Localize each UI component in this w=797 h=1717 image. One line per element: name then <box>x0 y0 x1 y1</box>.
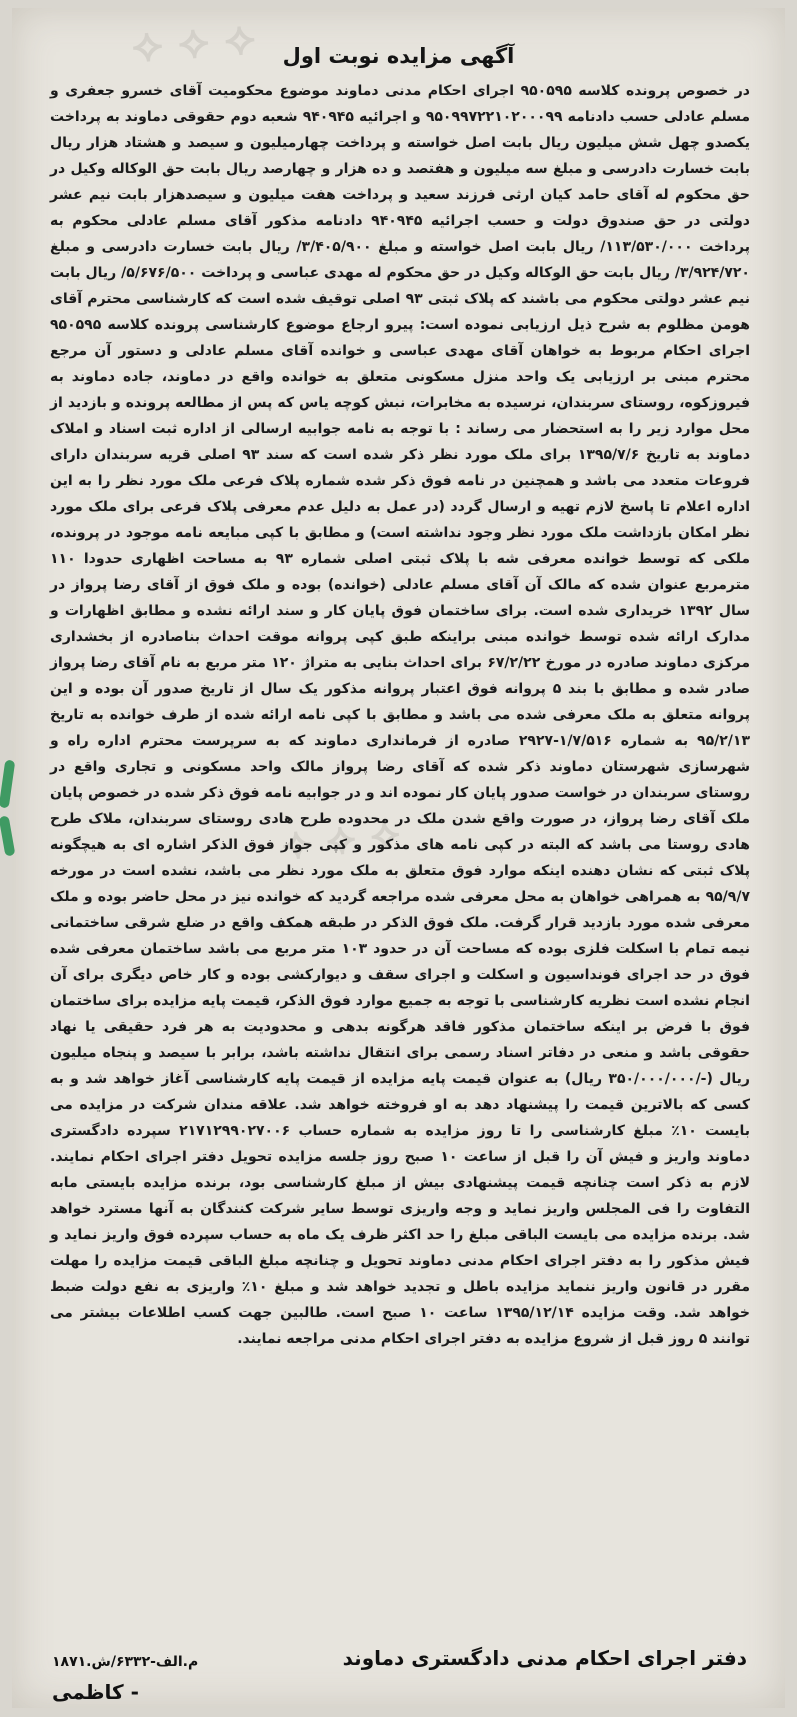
signature-office: دفتر اجرای احکام مدنی دادگستری دماوند <box>342 1646 747 1670</box>
watermark-logo: ⟡ ⟡ ⟡ <box>130 9 257 73</box>
signature-name: - کاظمی <box>52 1680 139 1704</box>
notice-reference-code: ۱۸۷۱.م.الف-۶۳۳۲/ش <box>52 1654 199 1670</box>
watermark-logo: ⟡ ⟡ ⟡ <box>279 806 403 871</box>
newspaper-clipping <box>12 8 785 1708</box>
notice-title: آگهی مزایده نوبت اول <box>282 44 515 68</box>
notice-body: در خصوص پرونده کلاسه ۹۵۰۵۹۵ اجرای احکام مدنی دماوند موضوع محکومیت آقای خسرو جعفری و مسلم عادلی حسب دادنامه ۹۵۰۹۹۷۲۲۱۰۲۰۰۰۹۹ و اجرائیه ۹۴۰۹۴۵ شعبه دوم حقوقی دماوند به پرداخت یکصدو چهل شش میلیون ریال بابت اصل خواسته و پرداخت چهارمیلیون و سیصد و هشتاد هزار ریال بابت خسارت دادرسی و مبلغ سه میلیون و هفتصد و ده هزار و چهارصد ریال بابت حق الوکاله وکیل در حق محکوم له آقای حامد کیان ارثی فرزند سعید و پرداخت هفت میلیون و سیصدهزار بابت نیم عشر دولتی در حق صندوق دولت و حسب اجرائیه ۹۴۰۹۴۵ دادنامه مذکور آقای مسلم عادلی محکوم به پرداخت ۱۱۳/۵۳۰/۰۰۰/ ریال بابت اصل خواسته و مبلغ ۳/۴۰۵/۹۰۰/ ریال بابت خسارت دادرسی و مبلغ ۳/۹۲۴/۷۲۰/ ریال بابت حق الوکاله وکیل در حق محکوم له مهدی عباسی و پرداخت ۵/۶۷۶/۵۰۰/ ریال بابت نیم عشر دولتی محکوم می باشند که پلاک ثبتی ۹۳ اصلی توقیف شده است که کارشناسی محترم آقای هومن مظلوم به شرح ذیل ارزیابی نموده است: پیرو ارجاع موضوع کارشناسی پرونده کلاسه ۹۵۰۵۹۵ اجرای احکام مربوط به خواهان آقای مهدی عباسی و خوانده آقای مسلم عادلی و دستور آن مرجع محترم مبنی بر ارزیابی یک واحد منزل مسکونی متعلق به خوانده واقع در دماوند، جاده دماوند به فیروزکوه، روستای سربندان، نرسیده به مخابرات، نبش کوچه یاس که پس از مطالعه پرونده و بازدید از محل موارد زیر را به استحضار می رساند : با توجه به نامه جوابیه ارسالی از اداره ثبت اسناد و املاک دماوند به تاریخ ۱۳۹۵/۷/۶ برای ملک مورد نظر ذکر شده است که سند ۹۳ اصلی قریه سربندان دارای فروعات متعدد می باشد و همچنین در نامه فوق ذکر شده شماره پلاک فرعی ملک مورد نظر را به این اداره اعلام تا پاسخ لازم تهیه و ارسال گردد (در عمل به دلیل عدم معرفی پلاک فرعی برای ملک مورد نظر امکان بازداشت ملک مورد نظر وجود نداشته است) و مطابق با کپی مبایعه نامه موجود در پرونده، ملکی که توسط خوانده معرفی شه با پلاک ثبتی اصلی شماره ۹۳ به مساحت اظهاری حدودا ۱۱۰ مترمربع عنوان شده که مالک آن آقای مسلم عادلی (خوانده) بوده و ملک فوق از آقای رضا پرواز در سال ۱۳۹۲ خریداری شده است. برای ساختمان فوق پایان کار و سند ارائه نشده و مطابق اظهارات و مدارک ارائه شده توسط خوانده مبنی براینکه طبق کپی پروانه موقت احداث بناصادره از بخشداری مرکزی دماوند صادره در مورخ ۶۷/۲/۲۲ برای احداث بنایی به متراژ ۱۲۰ متر مربع به نام آقای رضا پرواز صادر شده و مطابق با بند ۵ پروانه فوق اعتبار پروانه مذکور یک سال از تاریخ صدور آن بوده و این پروانه متعلق به ملک معرفی شده می باشد و مطابق با کپی نامه ارائه شده از طرف خوانده به تاریخ ۹۵/۲/۱۳ به شماره ۱/۷/۵۱۶-۲۹۲۷ صادره از فرمانداری دماوند که به سرپرست محترم اداره راه و شهرسازی شهرستان دماوند ذکر شده که آقای رضا پرواز مالک واحد مسکونی و تجاری واقع در روستای سربندان در خواست صدور پایان کار نموده اند و در جوابیه نامه فوق ذکر شده در خصوص پایان ملک آقای رضا پرواز، در صورت واقع شدن ملک در محدوده طرح هادی روستای سربندان، ملاک طرح هادی روستا می باشد که البته در کپی نامه های مذکور و کپی جواز فوق الذکر اشاره ای به هیچگونه پلاک ثبتی که نشان دهنده اینکه موارد فوق متعلق به ملک مورد نظر می باشد، نشده است در مورخه ۹۵/۹/۷ به همراهی خواهان به محل معرفی شده مراجعه گردید که خوانده نیز در محل حاضر بوده و ملک معرفی شده مورد بازدید قرار گرفت. ملک فوق الذکر در طبقه همکف واقع در ضلع شرقی ساختمانی نیمه تمام با اسکلت فلزی بوده که مساحت آن در حدود ۱۰۳ متر مربع می باشد ساختمان معرفی شده فوق در حد اجرای فونداسیون و اسکلت و اجرای سقف و دیوارکشی بوده و کار خاص دیگری برای آن انجام نشده است نظریه کارشناسی با توجه به جمیع موارد فوق الذکر، قیمت پایه مزایده برای ساختمان فوق با فرض بر اینکه ساختمان مذکور فاقد هرگونه بدهی و محدودیت به هر فرد حقیقی یا نهاد حقوقی باشد و منعی در دفاتر اسناد رسمی برای انتقال نداشته باشد، برابر با سیصد و پنجاه میلیون ریال (-/۳۵۰/۰۰۰/۰۰۰ ریال) به عنوان قیمت پایه مزایده از قیمت پایه کارشناسی آغاز خواهد شد و به کسی که بالاترین قیمت را پیشنهاد دهد به او فروخته خواهد شد. علاقه مندان شرکت در مزایده می بایست ۱۰٪ مبلغ کارشناسی را تا روز مزایده به شماره حساب ۲۱۷۱۲۹۹۰۲۷۰۰۶ سپرده دادگستری دماوند واریز و فیش آن را قبل از ساعت ۱۰ صبح روز جلسه مزایده تحویل دفتر اجرای احکام نمایند. لازم به ذکر است چنانچه قیمت پیشنهادی بیش از مبلغ کارشناسی بود، برنده مزایده بایستی مابه التفاوت را فی المجلس واریز نماید و وجه واریزی توسط سایر شرکت کنندگان به آنها مسترد خواهد شد. برنده مزایده می بایست الباقی مبلغ را حد اکثر ظرف یک ماه به حساب سپرده فوق واریز نماید و فیش مذکور را به دفتر اجرای احکام مدنی دماوند تحویل و چنانچه مبلغ الباقی قیمت مزایده را مهلت مقرر در قانون واریز ننماید مزایده باطل و تجدید خواهد شد و مبلغ ۱۰٪ واریزی به نفع دولت ضبط خواهد شد. وقت مزایده ۱۳۹۵/۱۲/۱۴ ساعت ۱۰ صبح است. طالبین جهت کسب اطلاعات بیشتر می توانند ۵ روز قبل از شروع مزایده به دفتر اجرای احکام مدنی مراجعه نمایند. <box>50 83 751 1347</box>
